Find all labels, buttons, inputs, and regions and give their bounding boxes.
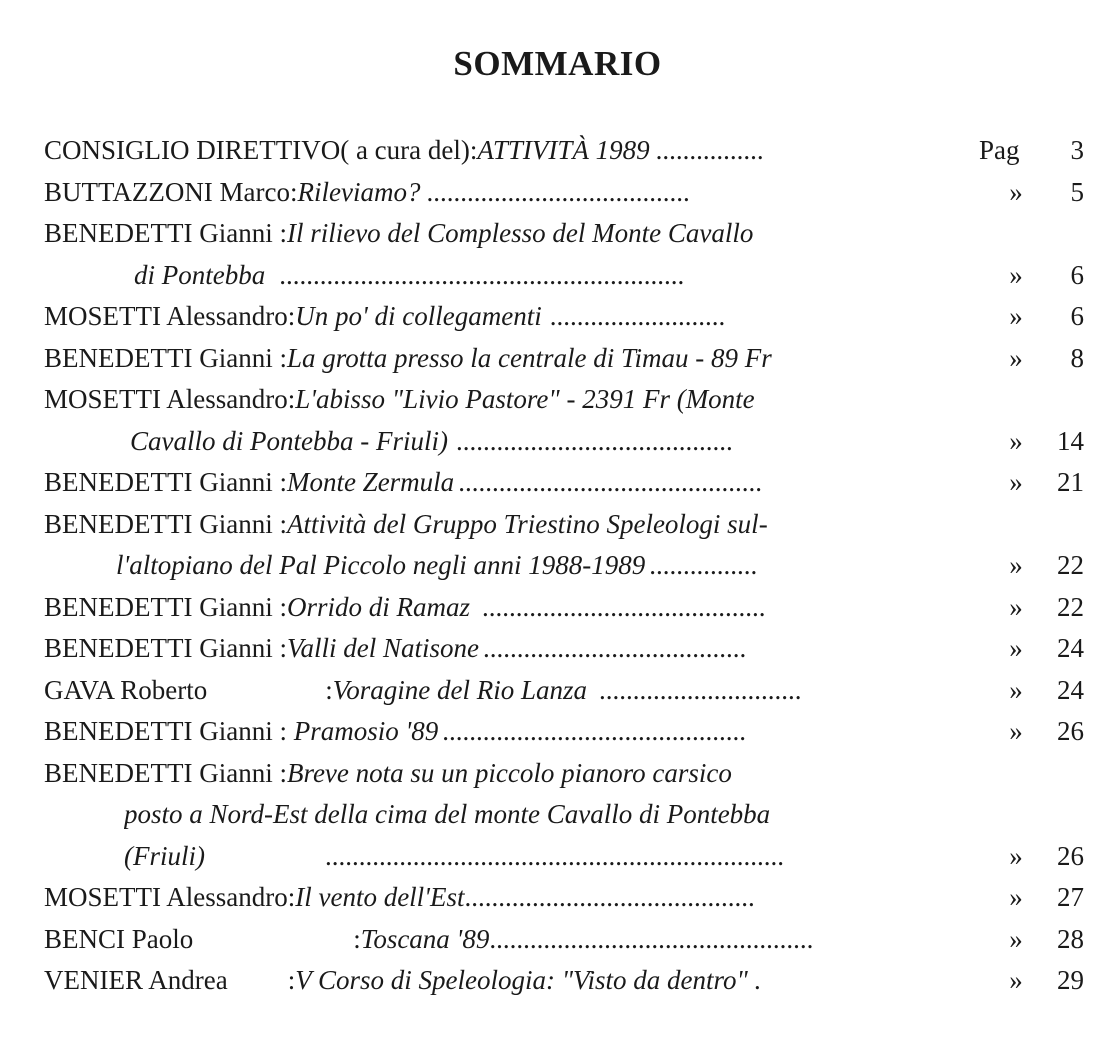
page-number: 27 xyxy=(1057,882,1084,912)
toc-entry xyxy=(44,130,1084,172)
table-of-contents xyxy=(44,130,1084,1002)
entry-title: Attività del Gruppo Triestino Speleologi sul- xyxy=(286,508,768,539)
entry-title: L'abisso "Livio Pastore" - 2391 Fr (Monte xyxy=(295,384,755,414)
continuation-mark: » xyxy=(1009,425,1023,456)
continuation-mark: » xyxy=(1009,923,1023,954)
dot-leader: ......................................... xyxy=(455,425,733,456)
toc-entry xyxy=(44,296,1084,338)
dot-leader: .................................................................... xyxy=(325,840,784,871)
entry-title: Breve nota su un piccolo pianoro carsico xyxy=(286,757,732,788)
toc-entry xyxy=(44,960,1084,1002)
page-number: 24 xyxy=(1057,633,1084,663)
author-separator: : xyxy=(325,674,333,705)
continuation-mark: » xyxy=(1009,259,1023,290)
entry-author: BENEDETTI Gianni : xyxy=(44,633,287,663)
page-number: 14 xyxy=(1057,425,1084,456)
page-label: Pag xyxy=(979,135,1020,165)
entry-title: Orrido di Ramaz xyxy=(286,591,470,622)
toc-entry-continuation xyxy=(44,794,1084,836)
toc-entry-continuation xyxy=(44,255,1084,297)
page-number: 5 xyxy=(1070,176,1084,207)
dot-leader: ................ xyxy=(649,550,758,580)
entry-author: BENEDETTI Gianni : xyxy=(44,508,287,539)
page-number: 29 xyxy=(1057,965,1084,995)
toc-entry xyxy=(44,877,1084,919)
entry-author: BENEDETTI Gianni : xyxy=(44,591,287,622)
entry-title: Rileviamo? xyxy=(297,176,421,207)
toc-entry xyxy=(44,628,1084,670)
page-title: SOMMARIO xyxy=(453,44,662,83)
page-number: 8 xyxy=(1070,342,1084,373)
dot-leader: ............................................. xyxy=(458,467,762,497)
author-separator: : xyxy=(353,923,361,954)
continuation-mark: » xyxy=(1009,840,1023,871)
page-number: 6 xyxy=(1070,259,1084,290)
entry-title: Monte Zermula xyxy=(286,467,455,497)
dot-leader: ................................................ xyxy=(489,923,814,954)
continuation-mark: » xyxy=(1009,633,1023,663)
dot-leader: .......................... xyxy=(549,301,726,331)
dot-leader: ............................................. xyxy=(442,716,746,746)
page-number: 3 xyxy=(1070,135,1084,165)
entry-title-continuation: (Friuli) xyxy=(124,840,205,871)
entry-title: Il vento dell'Est xyxy=(295,882,465,912)
dot-leader: ....................................... xyxy=(482,633,747,663)
continuation-mark: » xyxy=(1009,550,1023,580)
toc-entry-continuation xyxy=(44,421,1084,463)
continuation-mark: » xyxy=(1009,176,1023,207)
entry-title: ATTIVITÀ 1989 xyxy=(477,135,650,165)
toc-entry xyxy=(44,919,1084,961)
continuation-mark: » xyxy=(1009,301,1023,331)
entry-author: MOSETTI Alessandro: xyxy=(44,301,296,331)
entry-title-continuation: l'altopiano del Pal Piccolo negli anni 1988-1989 xyxy=(116,550,646,580)
continuation-mark: » xyxy=(1009,342,1023,373)
continuation-mark: » xyxy=(1009,591,1023,622)
entry-author: BUTTAZZONI Marco: xyxy=(44,176,298,207)
entry-author: CONSIGLIO DIRETTIVO( a cura del): xyxy=(44,135,478,165)
page-number: 28 xyxy=(1057,923,1084,954)
entry-title: Un po' di collegamenti xyxy=(295,301,542,331)
page-number: 22 xyxy=(1057,591,1084,622)
page-number: 21 xyxy=(1057,467,1084,497)
continuation-mark: » xyxy=(1009,467,1023,497)
author-separator: : xyxy=(287,965,296,995)
continuation-mark: » xyxy=(1009,882,1023,912)
entry-title: Valli del Natisone xyxy=(286,633,479,663)
entry-title-continuation: di Pontebba xyxy=(134,259,266,290)
entry-author: BENEDETTI Gianni : xyxy=(44,218,287,248)
dot-leader: ....................................... xyxy=(426,176,690,207)
toc-entry xyxy=(44,670,1084,712)
entry-title: La grotta presso la centrale di Timau - 89 Fr xyxy=(286,342,772,373)
entry-title: V Corso di Speleologia: "Visto da dentro" . xyxy=(295,965,762,995)
toc-entry xyxy=(44,711,1084,753)
entry-author: MOSETTI Alessandro: xyxy=(44,384,296,414)
dot-leader: .......................................... xyxy=(481,591,766,622)
continuation-mark: » xyxy=(1009,965,1023,995)
toc-entry xyxy=(44,213,1084,255)
entry-author: BENEDETTI Gianni : xyxy=(44,467,287,497)
toc-entry xyxy=(44,172,1084,214)
entry-author: BENEDETTI Gianni : xyxy=(44,716,287,746)
entry-title-continuation: Cavallo di Pontebba - Friuli) xyxy=(130,425,448,456)
page-number: 26 xyxy=(1057,840,1084,871)
toc-entry xyxy=(44,462,1084,504)
toc-entry xyxy=(44,504,1084,546)
dot-leader: ............................................................ xyxy=(279,259,685,290)
toc-entry-continuation xyxy=(44,545,1084,587)
dot-leader: ................ xyxy=(655,135,764,165)
continuation-mark: » xyxy=(1009,674,1023,705)
entry-author: GAVA Roberto xyxy=(44,674,208,705)
toc-entry-continuation xyxy=(44,836,1084,878)
entry-author: BENEDETTI Gianni : xyxy=(44,342,287,373)
dot-leader: .............................. xyxy=(599,674,802,705)
entry-title-continuation: posto a Nord-Est della cima del monte Cavallo di Pontebba xyxy=(124,799,771,829)
continuation-mark: » xyxy=(1009,716,1023,746)
page-number: 26 xyxy=(1057,716,1084,746)
toc-entry xyxy=(44,338,1084,380)
dot-leader: ........................................... xyxy=(464,882,755,912)
toc-entry xyxy=(44,379,1084,421)
page-number: 24 xyxy=(1057,674,1084,705)
entry-title: Toscana '89 xyxy=(360,923,490,954)
entry-author: BENEDETTI Gianni : xyxy=(44,757,287,788)
entry-title: Il rilievo del Complesso del Monte Cavallo xyxy=(286,218,754,248)
entry-author: VENIER Andrea xyxy=(44,965,228,995)
page-number: 6 xyxy=(1070,301,1084,331)
entry-author: BENCI Paolo xyxy=(44,923,194,954)
entry-title: Pramosio '89 xyxy=(286,716,439,746)
entry-author: MOSETTI Alessandro: xyxy=(44,882,296,912)
toc-entry xyxy=(44,587,1084,629)
page-number: 22 xyxy=(1057,550,1084,580)
entry-title: Voragine del Rio Lanza xyxy=(332,674,588,705)
toc-entry xyxy=(44,753,1084,795)
